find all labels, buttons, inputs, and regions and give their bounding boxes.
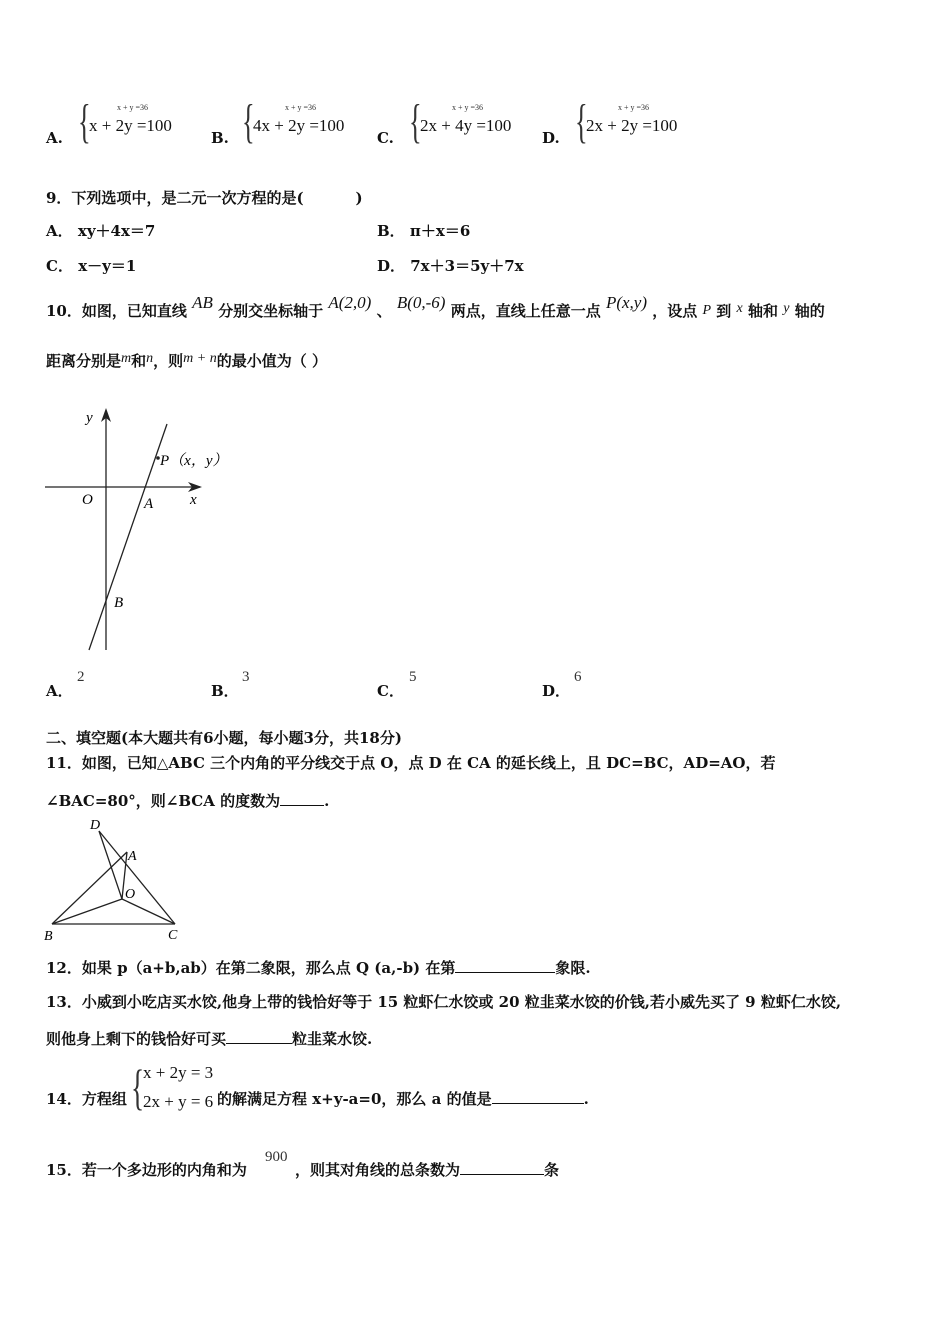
q13-text: 则他身上剩下的钱恰好可买 [46,1030,227,1048]
q10-ab: AB [192,293,213,312]
segment-dc [99,831,175,924]
label-b: B [44,929,53,943]
q10-option-a-value: 2 [77,669,85,685]
q9-option-a-label: A． [46,222,73,240]
q8-option-a-label: A. [46,129,63,147]
q9-stem-text: 9．下列选项中，是二元一次方程的是( [46,189,304,207]
q9-option-b-text: π＋x＝6 [409,222,471,240]
q10-text: 的最小值为（ ） [216,352,327,370]
q12-answer-blank[interactable] [455,958,555,973]
q14-eq2: 2x + y = 6 [143,1092,214,1111]
q8-option-b-top: x + y =36 [285,103,317,112]
q12-text: 12．如果 p（a+b,ab）在第二象限，那么点 Q (a,-b) 在第 [46,959,456,977]
q13-end: 粒韭菜水饺. [292,1030,373,1048]
q9-option-c [46,255,136,276]
q10-option-c-label: C． [377,682,404,700]
q10-line1 [46,293,825,321]
q9-stem-end: ) [355,189,363,207]
q12-end: 象限. [555,959,591,977]
label-x: x [190,492,197,508]
q9-option-b-label: B． [377,222,405,240]
q11-figure [40,815,190,943]
q15-end: 条 [544,1161,560,1179]
q14-label: 14．方程组 [46,1090,127,1108]
q11-answer-blank[interactable] [280,791,324,806]
q15-answer-blank[interactable] [460,1160,544,1175]
q15-text: ，则其对角线的总条数为 [295,1161,461,1179]
q14-eq1: x + 2y = 3 [143,1063,214,1082]
q10-point-p: P(x,y) [605,293,647,312]
q14-answer-blank[interactable] [492,1089,584,1104]
q11-end: . [324,792,330,810]
q10-text: 轴和 [747,302,778,320]
label-y: y [86,410,93,426]
brace-icon: { [575,95,588,148]
q15-tail [295,1159,559,1180]
q8-option-d-label: D. [542,129,560,147]
segment-oc [122,899,175,924]
q9-option-d [377,255,524,276]
q13-line1: 13．小威到小吃店买水饺,他身上带的钱恰好等于 15 粒虾仁水饺或 20 粒韭菜水饺的价钱,若小威先买了 9 粒虾仁水饺, [46,993,842,1011]
label-a: A [128,849,137,864]
q10-text: 距离分别是 [46,352,122,370]
section-title: 二、填空题(本大题共有6小题，每小题3分，共18分) [46,729,402,747]
segment-ba [52,852,127,924]
q8-option-d-top: x + y =36 [618,103,650,112]
q10-text: 轴的 [794,302,825,320]
q9-option-d-text: 7x＋3＝5y＋7x [410,257,524,275]
q11-text: ∠BAC=80°，则∠BCA 的度数为 [46,792,281,810]
q10-p: P [702,303,712,318]
q14-tail [217,1088,589,1109]
q10-text: 分别交坐标轴于 [218,302,324,320]
q10-point-b: B(0,-6) [396,293,446,312]
brace-icon: { [78,95,91,148]
q8-option-b-label: B. [211,129,229,147]
q9-option-c-text: x－y＝1 [78,257,137,275]
q10-option-c-value: 5 [409,669,417,685]
q9-option-a-text: xy＋4x＝7 [77,222,156,240]
q10-m: m [121,351,132,366]
q10-option-a-label: A． [46,682,73,700]
label-p: P（x，y） [160,453,228,469]
q11-line1: 11．如图，已知△ABC 三个内角的平分线交于点 O，点 D 在 CA 的延长线上，且 DC=BC，AD=AO，若 [46,754,776,772]
q13-line2 [46,1028,372,1049]
q9-option-a [46,220,155,241]
q10-n: n [146,351,154,366]
q10-text: 10．如图，已知直线 [46,302,187,320]
label-b: B [114,595,124,611]
q10-x: x [736,301,743,316]
segment-do [99,831,122,899]
q9-stem [46,187,363,208]
q10-line2 [46,350,327,371]
q10-text: 和 [131,352,147,370]
line-ab [89,424,167,650]
brace-icon: { [131,1059,145,1115]
q10-y: y [783,301,790,316]
brace-icon: { [409,95,422,148]
q14-end: . [583,1090,589,1108]
q8-option-a-eq: x + 2y =100 [89,116,172,135]
q9-option-d-label: D． [377,257,406,275]
q10-mn: m + n [183,351,217,366]
q11-line2 [46,790,329,811]
q10-text: 、 [376,302,392,320]
q10-point-a: A(2,0) [328,293,372,312]
q8-option-c-label: C. [377,129,394,147]
q10-figure [40,400,260,655]
q10-option-b-value: 3 [242,669,250,685]
q10-option-b-label: B． [211,682,239,700]
q9-option-b [377,220,470,241]
q10-text: 两点，直线上任意一点 [450,302,601,320]
brace-icon: { [242,95,255,148]
label-a: A [144,496,154,512]
label-o: O [125,887,136,902]
q13-answer-blank[interactable] [226,1029,292,1044]
q8-option-c-top: x + y =36 [452,103,484,112]
q8-option-b-eq: 4x + 2y =100 [253,116,345,135]
segment-bo [52,899,122,924]
label-d: D [90,818,101,833]
q9-option-c-label: C． [46,257,73,275]
q8-option-d-eq: 2x + 2y =100 [586,116,678,135]
q10-text: ，设点 [652,302,698,320]
q8-option-a-top: x + y =36 [117,103,149,112]
q15-start: 15．若一个多边形的内角和为 [46,1161,247,1179]
q15-value: 900 [265,1149,288,1165]
q8-option-c-eq: 2x + 4y =100 [420,116,512,135]
q12 [46,957,591,978]
q14-text: 的解满足方程 x+y-a=0，那么 a 的值是 [217,1090,492,1108]
q10-text: ，则 [153,352,184,370]
q10-option-d-value: 6 [574,669,582,685]
label-c: C [168,928,178,943]
q10-text: 到 [716,302,732,320]
q10-option-d-label: D． [542,682,571,700]
label-o: O [82,492,93,508]
